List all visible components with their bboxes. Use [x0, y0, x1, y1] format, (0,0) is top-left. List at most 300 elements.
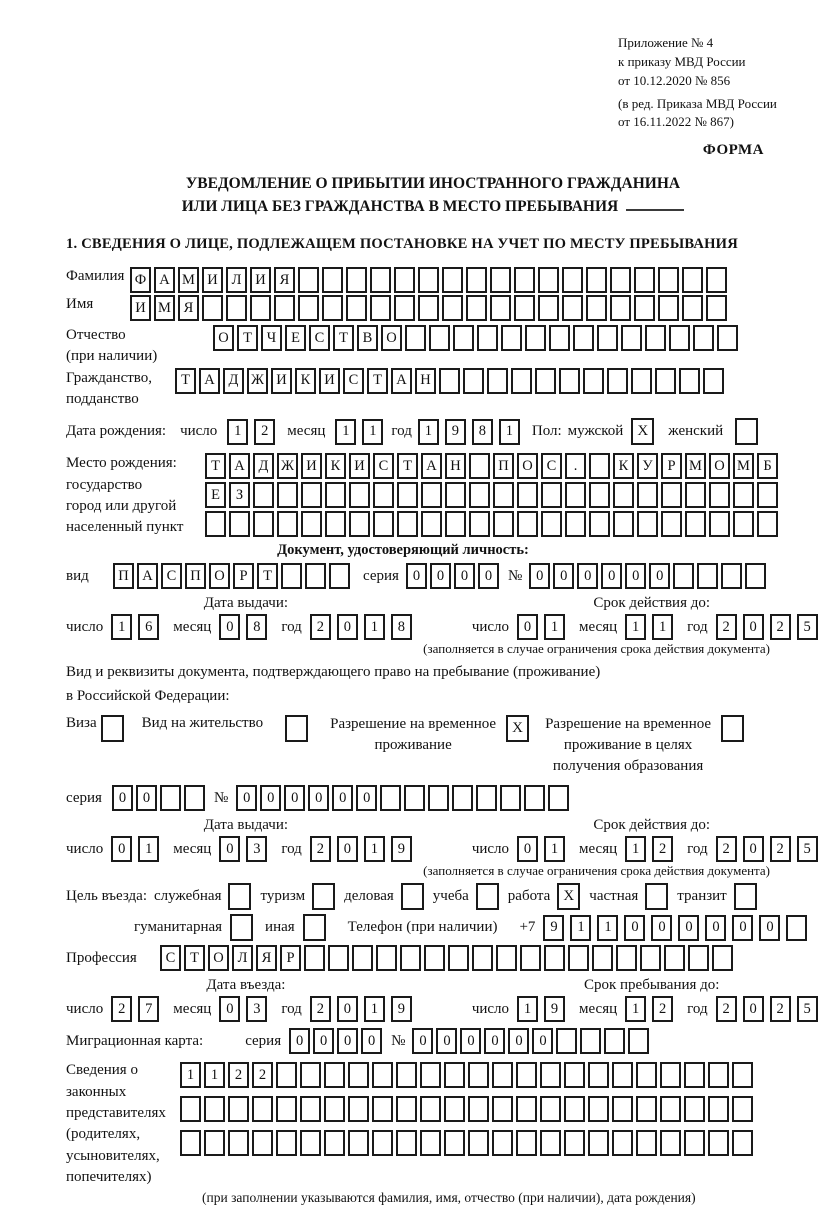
- char-cell[interactable]: [396, 1062, 417, 1088]
- char-cell[interactable]: 1: [364, 836, 385, 862]
- char-cell[interactable]: [612, 1062, 633, 1088]
- char-cell[interactable]: Н: [445, 453, 466, 479]
- residence-permit-checkbox[interactable]: [285, 715, 308, 742]
- char-cell[interactable]: 0: [553, 563, 574, 589]
- char-cell[interactable]: [325, 511, 346, 537]
- char-cell[interactable]: Т: [333, 325, 354, 351]
- doc-series-cells[interactable]: [406, 563, 502, 589]
- doc-type-cells[interactable]: [113, 563, 353, 589]
- char-cell[interactable]: [684, 1130, 705, 1156]
- char-cell[interactable]: [445, 482, 466, 508]
- char-cell[interactable]: 1: [362, 419, 383, 445]
- char-cell[interactable]: [637, 511, 658, 537]
- char-cell[interactable]: [418, 267, 439, 293]
- char-cell[interactable]: 9: [391, 996, 412, 1022]
- char-cell[interactable]: 2: [716, 996, 737, 1022]
- char-cell[interactable]: [613, 511, 634, 537]
- birth-year-cells[interactable]: [418, 419, 526, 445]
- char-cell[interactable]: К: [613, 453, 634, 479]
- char-cell[interactable]: [352, 945, 373, 971]
- char-cell[interactable]: 7: [138, 996, 159, 1022]
- char-cell[interactable]: [514, 267, 535, 293]
- char-cell[interactable]: К: [295, 368, 316, 394]
- char-cell[interactable]: [397, 482, 418, 508]
- char-cell[interactable]: [538, 267, 559, 293]
- char-cell[interactable]: Т: [184, 945, 205, 971]
- citizenship-cells[interactable]: [175, 368, 727, 394]
- guardians-cells-row1[interactable]: [180, 1062, 756, 1088]
- char-cell[interactable]: 2: [770, 996, 791, 1022]
- char-cell[interactable]: [709, 482, 730, 508]
- char-cell[interactable]: Л: [232, 945, 253, 971]
- char-cell[interactable]: [380, 785, 401, 811]
- patronymic-cells[interactable]: [213, 325, 741, 351]
- stay-day-cells[interactable]: [517, 996, 571, 1022]
- char-cell[interactable]: С: [160, 945, 181, 971]
- char-cell[interactable]: [324, 1130, 345, 1156]
- char-cell[interactable]: [706, 267, 727, 293]
- char-cell[interactable]: [325, 482, 346, 508]
- char-cell[interactable]: [298, 267, 319, 293]
- char-cell[interactable]: И: [319, 368, 340, 394]
- entry-day-cells[interactable]: [111, 996, 165, 1022]
- char-cell[interactable]: 1: [625, 836, 646, 862]
- char-cell[interactable]: Б: [757, 453, 778, 479]
- char-cell[interactable]: [660, 1096, 681, 1122]
- char-cell[interactable]: [322, 267, 343, 293]
- char-cell[interactable]: [709, 511, 730, 537]
- doc-issue-day-cells[interactable]: [111, 614, 165, 640]
- char-cell[interactable]: А: [137, 563, 158, 589]
- char-cell[interactable]: [277, 482, 298, 508]
- char-cell[interactable]: 0: [406, 563, 427, 589]
- char-cell[interactable]: [673, 563, 694, 589]
- char-cell[interactable]: 0: [454, 563, 475, 589]
- char-cell[interactable]: [745, 563, 766, 589]
- char-cell[interactable]: [636, 1062, 657, 1088]
- char-cell[interactable]: 0: [743, 996, 764, 1022]
- char-cell[interactable]: [733, 482, 754, 508]
- char-cell[interactable]: 0: [508, 1028, 529, 1054]
- char-cell[interactable]: [304, 945, 325, 971]
- char-cell[interactable]: В: [357, 325, 378, 351]
- birth-place-cells-row2[interactable]: [205, 482, 781, 508]
- char-cell[interactable]: [612, 1130, 633, 1156]
- given-name-cells[interactable]: [130, 295, 730, 321]
- char-cell[interactable]: [721, 563, 742, 589]
- char-cell[interactable]: 0: [529, 563, 550, 589]
- char-cell[interactable]: [373, 511, 394, 537]
- char-cell[interactable]: [493, 482, 514, 508]
- char-cell[interactable]: 0: [732, 915, 753, 941]
- char-cell[interactable]: 0: [337, 1028, 358, 1054]
- char-cell[interactable]: [516, 1096, 537, 1122]
- char-cell[interactable]: 0: [136, 785, 157, 811]
- char-cell[interactable]: [429, 325, 450, 351]
- char-cell[interactable]: [589, 511, 610, 537]
- char-cell[interactable]: [281, 563, 302, 589]
- char-cell[interactable]: 0: [743, 836, 764, 862]
- char-cell[interactable]: [565, 482, 586, 508]
- surname-cells[interactable]: [130, 267, 730, 293]
- char-cell[interactable]: К: [325, 453, 346, 479]
- stay-year-cells[interactable]: [716, 996, 824, 1022]
- char-cell[interactable]: Т: [367, 368, 388, 394]
- char-cell[interactable]: 2: [652, 996, 673, 1022]
- char-cell[interactable]: [490, 267, 511, 293]
- char-cell[interactable]: [372, 1130, 393, 1156]
- char-cell[interactable]: [640, 945, 661, 971]
- char-cell[interactable]: Ф: [130, 267, 151, 293]
- char-cell[interactable]: [468, 1130, 489, 1156]
- char-cell[interactable]: М: [154, 295, 175, 321]
- char-cell[interactable]: С: [541, 453, 562, 479]
- char-cell[interactable]: 2: [111, 996, 132, 1022]
- char-cell[interactable]: Ж: [247, 368, 268, 394]
- char-cell[interactable]: 2: [310, 996, 331, 1022]
- char-cell[interactable]: [492, 1130, 513, 1156]
- char-cell[interactable]: 0: [532, 1028, 553, 1054]
- char-cell[interactable]: [559, 368, 580, 394]
- char-cell[interactable]: [565, 511, 586, 537]
- char-cell[interactable]: 0: [308, 785, 329, 811]
- char-cell[interactable]: А: [154, 267, 175, 293]
- char-cell[interactable]: 0: [112, 785, 133, 811]
- char-cell[interactable]: [348, 1062, 369, 1088]
- char-cell[interactable]: 1: [517, 996, 538, 1022]
- char-cell[interactable]: [564, 1096, 585, 1122]
- char-cell[interactable]: О: [213, 325, 234, 351]
- char-cell[interactable]: [466, 295, 487, 321]
- char-cell[interactable]: 2: [652, 836, 673, 862]
- char-cell[interactable]: [276, 1096, 297, 1122]
- char-cell[interactable]: [301, 511, 322, 537]
- char-cell[interactable]: 1: [570, 915, 591, 941]
- permit-number-cells[interactable]: [236, 785, 572, 811]
- char-cell[interactable]: [444, 1062, 465, 1088]
- char-cell[interactable]: 2: [310, 614, 331, 640]
- char-cell[interactable]: [421, 511, 442, 537]
- char-cell[interactable]: [697, 563, 718, 589]
- char-cell[interactable]: 0: [678, 915, 699, 941]
- char-cell[interactable]: [786, 915, 807, 941]
- char-cell[interactable]: [588, 1130, 609, 1156]
- char-cell[interactable]: 1: [544, 614, 565, 640]
- char-cell[interactable]: [490, 295, 511, 321]
- char-cell[interactable]: И: [301, 453, 322, 479]
- char-cell[interactable]: [660, 1130, 681, 1156]
- char-cell[interactable]: [250, 295, 271, 321]
- char-cell[interactable]: И: [250, 267, 271, 293]
- char-cell[interactable]: [372, 1062, 393, 1088]
- char-cell[interactable]: 8: [246, 614, 267, 640]
- char-cell[interactable]: [732, 1130, 753, 1156]
- char-cell[interactable]: [442, 267, 463, 293]
- char-cell[interactable]: [301, 482, 322, 508]
- char-cell[interactable]: С: [309, 325, 330, 351]
- char-cell[interactable]: 1: [111, 614, 132, 640]
- char-cell[interactable]: 0: [111, 836, 132, 862]
- char-cell[interactable]: У: [637, 453, 658, 479]
- char-cell[interactable]: [346, 295, 367, 321]
- char-cell[interactable]: Т: [175, 368, 196, 394]
- char-cell[interactable]: [514, 295, 535, 321]
- char-cell[interactable]: [160, 785, 181, 811]
- char-cell[interactable]: [349, 482, 370, 508]
- char-cell[interactable]: 1: [227, 419, 248, 445]
- char-cell[interactable]: 2: [716, 614, 737, 640]
- char-cell[interactable]: 0: [651, 915, 672, 941]
- char-cell[interactable]: [400, 945, 421, 971]
- char-cell[interactable]: 0: [219, 614, 240, 640]
- char-cell[interactable]: [636, 1130, 657, 1156]
- char-cell[interactable]: 1: [544, 836, 565, 862]
- char-cell[interactable]: [405, 325, 426, 351]
- char-cell[interactable]: 0: [313, 1028, 334, 1054]
- char-cell[interactable]: 2: [254, 419, 275, 445]
- char-cell[interactable]: [468, 1096, 489, 1122]
- char-cell[interactable]: [708, 1130, 729, 1156]
- char-cell[interactable]: [184, 785, 205, 811]
- permit-valid-year-cells[interactable]: [716, 836, 824, 862]
- char-cell[interactable]: [636, 1096, 657, 1122]
- birth-place-cells-row1[interactable]: [205, 453, 781, 479]
- char-cell[interactable]: [525, 325, 546, 351]
- char-cell[interactable]: 1: [364, 996, 385, 1022]
- char-cell[interactable]: З: [229, 482, 250, 508]
- char-cell[interactable]: 8: [391, 614, 412, 640]
- char-cell[interactable]: [329, 563, 350, 589]
- char-cell[interactable]: [564, 1062, 585, 1088]
- guardians-cells-row3[interactable]: [180, 1130, 756, 1156]
- char-cell[interactable]: [448, 945, 469, 971]
- char-cell[interactable]: [324, 1062, 345, 1088]
- purpose-work-checkbox[interactable]: X: [557, 883, 580, 910]
- char-cell[interactable]: [597, 325, 618, 351]
- char-cell[interactable]: 0: [460, 1028, 481, 1054]
- char-cell[interactable]: [517, 511, 538, 537]
- char-cell[interactable]: [463, 368, 484, 394]
- char-cell[interactable]: [517, 482, 538, 508]
- char-cell[interactable]: [612, 1096, 633, 1122]
- char-cell[interactable]: [252, 1130, 273, 1156]
- char-cell[interactable]: [589, 482, 610, 508]
- char-cell[interactable]: 0: [284, 785, 305, 811]
- char-cell[interactable]: [684, 1096, 705, 1122]
- char-cell[interactable]: [660, 1062, 681, 1088]
- char-cell[interactable]: С: [373, 453, 394, 479]
- char-cell[interactable]: [300, 1096, 321, 1122]
- char-cell[interactable]: [589, 453, 610, 479]
- char-cell[interactable]: Ж: [277, 453, 298, 479]
- char-cell[interactable]: А: [391, 368, 412, 394]
- char-cell[interactable]: [469, 453, 490, 479]
- purpose-study-checkbox[interactable]: [476, 883, 499, 910]
- char-cell[interactable]: [397, 511, 418, 537]
- char-cell[interactable]: [487, 368, 508, 394]
- char-cell[interactable]: [439, 368, 460, 394]
- char-cell[interactable]: [468, 1062, 489, 1088]
- char-cell[interactable]: [511, 368, 532, 394]
- char-cell[interactable]: [204, 1130, 225, 1156]
- char-cell[interactable]: [253, 482, 274, 508]
- char-cell[interactable]: [637, 482, 658, 508]
- char-cell[interactable]: [298, 295, 319, 321]
- char-cell[interactable]: 0: [517, 614, 538, 640]
- char-cell[interactable]: Т: [257, 563, 278, 589]
- char-cell[interactable]: [372, 1096, 393, 1122]
- char-cell[interactable]: 2: [770, 836, 791, 862]
- char-cell[interactable]: 5: [797, 614, 818, 640]
- char-cell[interactable]: 0: [337, 836, 358, 862]
- char-cell[interactable]: Д: [223, 368, 244, 394]
- char-cell[interactable]: [535, 368, 556, 394]
- permit-valid-day-cells[interactable]: [517, 836, 571, 862]
- purpose-humanitarian-checkbox[interactable]: [230, 914, 253, 941]
- char-cell[interactable]: [466, 267, 487, 293]
- char-cell[interactable]: [610, 267, 631, 293]
- char-cell[interactable]: 8: [472, 419, 493, 445]
- char-cell[interactable]: [685, 482, 706, 508]
- char-cell[interactable]: [493, 511, 514, 537]
- char-cell[interactable]: [229, 511, 250, 537]
- purpose-other-checkbox[interactable]: [303, 914, 326, 941]
- char-cell[interactable]: [685, 511, 706, 537]
- char-cell[interactable]: Т: [397, 453, 418, 479]
- char-cell[interactable]: [682, 267, 703, 293]
- char-cell[interactable]: [549, 325, 570, 351]
- char-cell[interactable]: [500, 785, 521, 811]
- profession-cells[interactable]: [160, 945, 736, 971]
- char-cell[interactable]: 0: [759, 915, 780, 941]
- char-cell[interactable]: [394, 295, 415, 321]
- char-cell[interactable]: 0: [577, 563, 598, 589]
- char-cell[interactable]: [616, 945, 637, 971]
- char-cell[interactable]: 0: [332, 785, 353, 811]
- char-cell[interactable]: 0: [361, 1028, 382, 1054]
- char-cell[interactable]: И: [130, 295, 151, 321]
- char-cell[interactable]: [588, 1062, 609, 1088]
- char-cell[interactable]: 0: [260, 785, 281, 811]
- char-cell[interactable]: О: [517, 453, 538, 479]
- char-cell[interactable]: 0: [705, 915, 726, 941]
- char-cell[interactable]: А: [421, 453, 442, 479]
- char-cell[interactable]: [322, 295, 343, 321]
- char-cell[interactable]: 2: [770, 614, 791, 640]
- char-cell[interactable]: 1: [499, 419, 520, 445]
- char-cell[interactable]: [586, 267, 607, 293]
- char-cell[interactable]: [472, 945, 493, 971]
- char-cell[interactable]: [592, 945, 613, 971]
- char-cell[interactable]: [717, 325, 738, 351]
- char-cell[interactable]: [324, 1096, 345, 1122]
- char-cell[interactable]: 1: [204, 1062, 225, 1088]
- male-checkbox[interactable]: X: [631, 418, 654, 445]
- char-cell[interactable]: [328, 945, 349, 971]
- char-cell[interactable]: [732, 1096, 753, 1122]
- mig-number-cells[interactable]: [412, 1028, 652, 1054]
- char-cell[interactable]: 1: [335, 419, 356, 445]
- char-cell[interactable]: [252, 1096, 273, 1122]
- char-cell[interactable]: [586, 295, 607, 321]
- char-cell[interactable]: [420, 1062, 441, 1088]
- char-cell[interactable]: 9: [391, 836, 412, 862]
- char-cell[interactable]: Р: [280, 945, 301, 971]
- char-cell[interactable]: [277, 511, 298, 537]
- char-cell[interactable]: [708, 1096, 729, 1122]
- char-cell[interactable]: [276, 1062, 297, 1088]
- char-cell[interactable]: 0: [649, 563, 670, 589]
- char-cell[interactable]: [693, 325, 714, 351]
- char-cell[interactable]: [516, 1062, 537, 1088]
- doc-number-cells[interactable]: [529, 563, 769, 589]
- char-cell[interactable]: [202, 295, 223, 321]
- char-cell[interactable]: И: [349, 453, 370, 479]
- char-cell[interactable]: [370, 295, 391, 321]
- char-cell[interactable]: 0: [289, 1028, 310, 1054]
- visa-checkbox[interactable]: [101, 715, 124, 742]
- char-cell[interactable]: 0: [236, 785, 257, 811]
- phone-cells[interactable]: [543, 915, 813, 941]
- char-cell[interactable]: 0: [484, 1028, 505, 1054]
- char-cell[interactable]: Р: [233, 563, 254, 589]
- char-cell[interactable]: 1: [418, 419, 439, 445]
- char-cell[interactable]: 1: [625, 996, 646, 1022]
- char-cell[interactable]: Ч: [261, 325, 282, 351]
- char-cell[interactable]: [496, 945, 517, 971]
- char-cell[interactable]: С: [161, 563, 182, 589]
- char-cell[interactable]: [621, 325, 642, 351]
- char-cell[interactable]: [573, 325, 594, 351]
- char-cell[interactable]: [349, 511, 370, 537]
- char-cell[interactable]: 0: [624, 915, 645, 941]
- birth-month-cells[interactable]: [335, 419, 389, 445]
- char-cell[interactable]: [228, 1130, 249, 1156]
- birth-day-cells[interactable]: [227, 419, 281, 445]
- char-cell[interactable]: [580, 1028, 601, 1054]
- char-cell[interactable]: [452, 785, 473, 811]
- char-cell[interactable]: Т: [237, 325, 258, 351]
- char-cell[interactable]: [469, 482, 490, 508]
- char-cell[interactable]: [607, 368, 628, 394]
- char-cell[interactable]: [444, 1096, 465, 1122]
- char-cell[interactable]: [253, 511, 274, 537]
- char-cell[interactable]: Т: [205, 453, 226, 479]
- char-cell[interactable]: [634, 295, 655, 321]
- char-cell[interactable]: [445, 511, 466, 537]
- char-cell[interactable]: П: [185, 563, 206, 589]
- char-cell[interactable]: 0: [478, 563, 499, 589]
- char-cell[interactable]: [757, 482, 778, 508]
- char-cell[interactable]: 1: [364, 614, 385, 640]
- char-cell[interactable]: 1: [625, 614, 646, 640]
- char-cell[interactable]: [205, 511, 226, 537]
- char-cell[interactable]: [228, 1096, 249, 1122]
- char-cell[interactable]: 2: [252, 1062, 273, 1088]
- char-cell[interactable]: П: [493, 453, 514, 479]
- char-cell[interactable]: [564, 1130, 585, 1156]
- char-cell[interactable]: [682, 295, 703, 321]
- char-cell[interactable]: 1: [597, 915, 618, 941]
- char-cell[interactable]: [373, 482, 394, 508]
- char-cell[interactable]: [477, 325, 498, 351]
- char-cell[interactable]: [204, 1096, 225, 1122]
- char-cell[interactable]: П: [113, 563, 134, 589]
- char-cell[interactable]: [424, 945, 445, 971]
- doc-valid-day-cells[interactable]: [517, 614, 571, 640]
- char-cell[interactable]: 2: [716, 836, 737, 862]
- char-cell[interactable]: [501, 325, 522, 351]
